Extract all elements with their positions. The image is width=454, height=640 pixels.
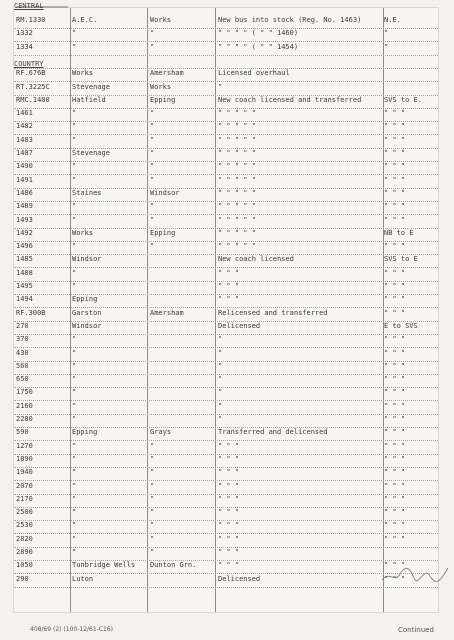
code: " " " [384,135,406,144]
fleet-number: 1488 [16,268,33,277]
fleet-number: 1486 [16,188,33,197]
fleet-number: 1270 [16,441,33,450]
code: " [384,42,389,51]
to-garage: " [150,135,155,144]
from-garage: " [72,42,77,51]
remarks: " " " [218,282,240,290]
fleet-number: 1461 [16,109,33,118]
code: " " " [384,561,406,570]
from-garage: " [72,282,77,290]
remarks: " " " " ( " " 1460) [218,29,299,38]
from-garage: " [72,335,77,344]
code: E to SVS [384,321,418,330]
from-garage: A.E.C. [72,16,98,24]
fleet-number: RF.300B [16,308,46,317]
code: " " " [384,454,406,463]
fleet-number: 1940 [16,468,33,477]
handwritten-annotation [380,562,450,586]
from-garage: Stevenage [72,82,110,91]
code: " " " [384,375,406,384]
remarks: " " " " " [218,215,256,224]
to-garage: " [150,468,155,477]
to-garage: " [150,149,155,157]
fleet-number: 2170 [16,494,33,503]
fleet-number: 1482 [16,122,33,131]
fleet-number: 1495 [16,282,33,290]
to-garage: Works [150,82,172,91]
code: " " " [384,268,406,277]
fleet-number: 2070 [16,481,33,490]
to-garage: Works [150,16,172,24]
code: " " " [384,149,406,157]
table-row [14,571,438,588]
from-garage: " [72,401,77,410]
from-garage: " [72,454,77,463]
remarks: " [218,348,223,357]
to-garage: Epping [150,95,176,104]
code: " " " [384,308,406,317]
fleet-number: 1487 [16,149,33,157]
from-garage: " [72,215,77,224]
to-garage: " [150,534,155,543]
code: " " " [384,388,406,397]
to-garage: " [150,122,155,131]
code: " " " [384,401,406,410]
from-garage: Epping [72,295,98,304]
from-garage: " [72,375,77,384]
to-garage: " [150,454,155,463]
code: " " " [384,574,406,583]
fleet-number: 1750 [16,388,33,397]
fleet-number: 1492 [16,228,33,237]
fleet-number: 270 [16,321,29,330]
to-garage: Grays [150,428,172,437]
code: " " " [384,441,406,450]
code: " " " [384,415,406,423]
fleet-number: 2160 [16,401,33,410]
to-garage: Windsor [150,188,180,197]
remarks: " [218,375,223,384]
from-garage: " [72,29,77,38]
remarks: " " " " ( " " 1454) [218,42,299,51]
remarks: " " " " " [218,162,256,171]
fleet-number: 650 [16,375,29,384]
fleet-number: 1334 [16,42,33,51]
from-garage: Luton [72,574,94,583]
to-garage: Amersham [150,69,184,78]
from-garage: " [72,122,77,131]
remarks: New bus into stock (Reg. No. 1463) [218,16,362,24]
to-garage: " [150,508,155,517]
from-garage: " [72,508,77,517]
remarks: " " " [218,548,240,556]
from-garage: " [72,202,77,211]
from-garage: " [72,268,77,277]
code: " " " [384,109,406,118]
to-garage: " [150,481,155,490]
remarks: " " " " " [218,149,256,157]
from-garage: " [72,415,77,423]
fleet-number: 2500 [16,508,33,517]
to-garage: " [150,162,155,171]
remarks: Delicensed [218,574,261,583]
fleet-number: 370 [16,335,29,344]
code: " " " [384,202,406,211]
fleet-number: 430 [16,348,29,357]
to-garage: " [150,215,155,224]
section-heading-country: COUNTRY [14,60,44,68]
remarks: New coach licensed and transferred [218,95,362,104]
from-garage: Garston [72,308,102,317]
from-garage: " [72,534,77,543]
from-garage: " [72,481,77,490]
remarks: " " " [218,468,240,477]
code: " " " [384,348,406,357]
from-garage: " [72,175,77,184]
code: " " " [384,122,406,131]
remarks: " " " [218,494,240,503]
remarks: " " " " " [218,122,256,131]
remarks: Relicensed and transferred [218,308,328,317]
fleet-number: 1483 [16,135,33,144]
from-garage: " [72,361,77,370]
fleet-number: 1494 [16,295,33,304]
fleet-number: 2820 [16,534,33,543]
to-garage: Amersham [150,308,184,317]
from-garage: " [72,548,77,556]
remarks: " [218,401,223,410]
code: " " " [384,521,406,530]
fleet-number: 560 [16,361,29,370]
from-garage: Epping [72,428,98,437]
fleet-number: RF.676B [16,69,46,78]
to-garage: " [150,242,155,251]
from-garage: Stevenage [72,149,110,157]
fleet-number: 1491 [16,175,33,184]
fleet-number: 2890 [16,548,33,556]
code: " " " [384,162,406,171]
code: " " " [384,534,406,543]
from-garage: " [72,242,77,251]
fleet-number: 290 [16,574,29,583]
to-garage: " [150,109,155,118]
from-garage: " [72,388,77,397]
remarks: " " " [218,508,240,517]
remarks: " " " " " [218,188,256,197]
to-garage: " [150,521,155,530]
remarks: " " " [218,454,240,463]
code: " " " [384,175,406,184]
to-garage: " [150,441,155,450]
fleet-number: RT.3225C [16,82,50,91]
fleet-number: 1489 [16,202,33,211]
to-garage: Epping [150,228,176,237]
to-garage: " [150,175,155,184]
from-garage: " [72,135,77,144]
from-garage: Tunbridge Wells [72,561,136,570]
code: " " " [384,481,406,490]
code: " [384,29,389,38]
from-garage: Works [72,69,94,78]
remarks: " " " [218,441,240,450]
remarks: " " " " " [218,242,256,251]
section-heading-central: CENTRAL [14,2,44,10]
from-garage: " [72,521,77,530]
remarks: " [218,415,223,423]
code: SVS to E [384,255,418,264]
code: " " " [384,215,406,224]
code: N.E. [384,16,401,24]
remarks: " " " [218,561,240,570]
remarks: " " " [218,534,240,543]
from-garage: " [72,109,77,118]
to-garage: " [150,29,155,38]
code: " " " [384,428,406,437]
form-reference: 408/69 (2) (100-12/61-C16) [30,626,114,633]
code: " " " [384,295,406,304]
from-garage: Staines [72,188,102,197]
remarks: " [218,361,223,370]
fleet-number: 2280 [16,415,33,423]
to-garage: " [150,494,155,503]
remarks: Licensed overhaul [218,69,290,78]
remarks: " " " " " [218,228,256,237]
remarks: New coach licensed [218,255,294,264]
code: " " " [384,188,406,197]
code: " " " [384,508,406,517]
fleet-number: 2530 [16,521,33,530]
remarks: Transferred and delicensed [218,428,328,437]
to-garage: " [150,42,155,51]
remarks: " " " [218,521,240,530]
to-garage: " [150,548,155,556]
remarks: " " " " " [218,175,256,184]
remarks: " [218,82,223,91]
fleet-number: 1490 [16,162,33,171]
remarks: " " " [218,295,240,304]
code: " " " [384,361,406,370]
continued-label: Continued [398,626,434,634]
code: SVS to E. [384,95,422,104]
from-garage: " [72,162,77,171]
fleet-number: 1493 [16,215,33,224]
code: " " " [384,494,406,503]
to-garage: " [150,202,155,211]
fleet-number: 1332 [16,29,33,38]
remarks: " " " " " [218,109,256,118]
fleet-number: 1050 [16,561,33,570]
code: " " " [384,335,406,344]
from-garage: Windsor [72,255,102,264]
remarks: " [218,335,223,344]
fleet-number: 1496 [16,242,33,251]
from-garage: Hatfield [72,95,106,104]
from-garage: Works [72,228,94,237]
code: " " " [384,282,406,290]
from-garage: " [72,441,77,450]
code: " " " [384,468,406,477]
code: NB to E [384,228,414,237]
fleet-number: 590 [16,428,29,437]
from-garage: " [72,468,77,477]
remarks: Delicensed [218,321,261,330]
to-garage: Dunton Grn. [150,561,197,570]
fleet-number: 1890 [16,454,33,463]
remarks: " [218,388,223,397]
remarks: " " " [218,481,240,490]
from-garage: " [72,494,77,503]
fleet-number: RM.1330 [16,16,46,24]
remarks: " " " " " [218,135,256,144]
fleet-number: 1485 [16,255,33,264]
from-garage: Windsor [72,321,102,330]
remarks: " " " [218,268,240,277]
code: " " " [384,242,406,251]
remarks: " " " " " [218,202,256,211]
fleet-number: RMC.1480 [16,95,50,104]
from-garage: " [72,348,77,357]
